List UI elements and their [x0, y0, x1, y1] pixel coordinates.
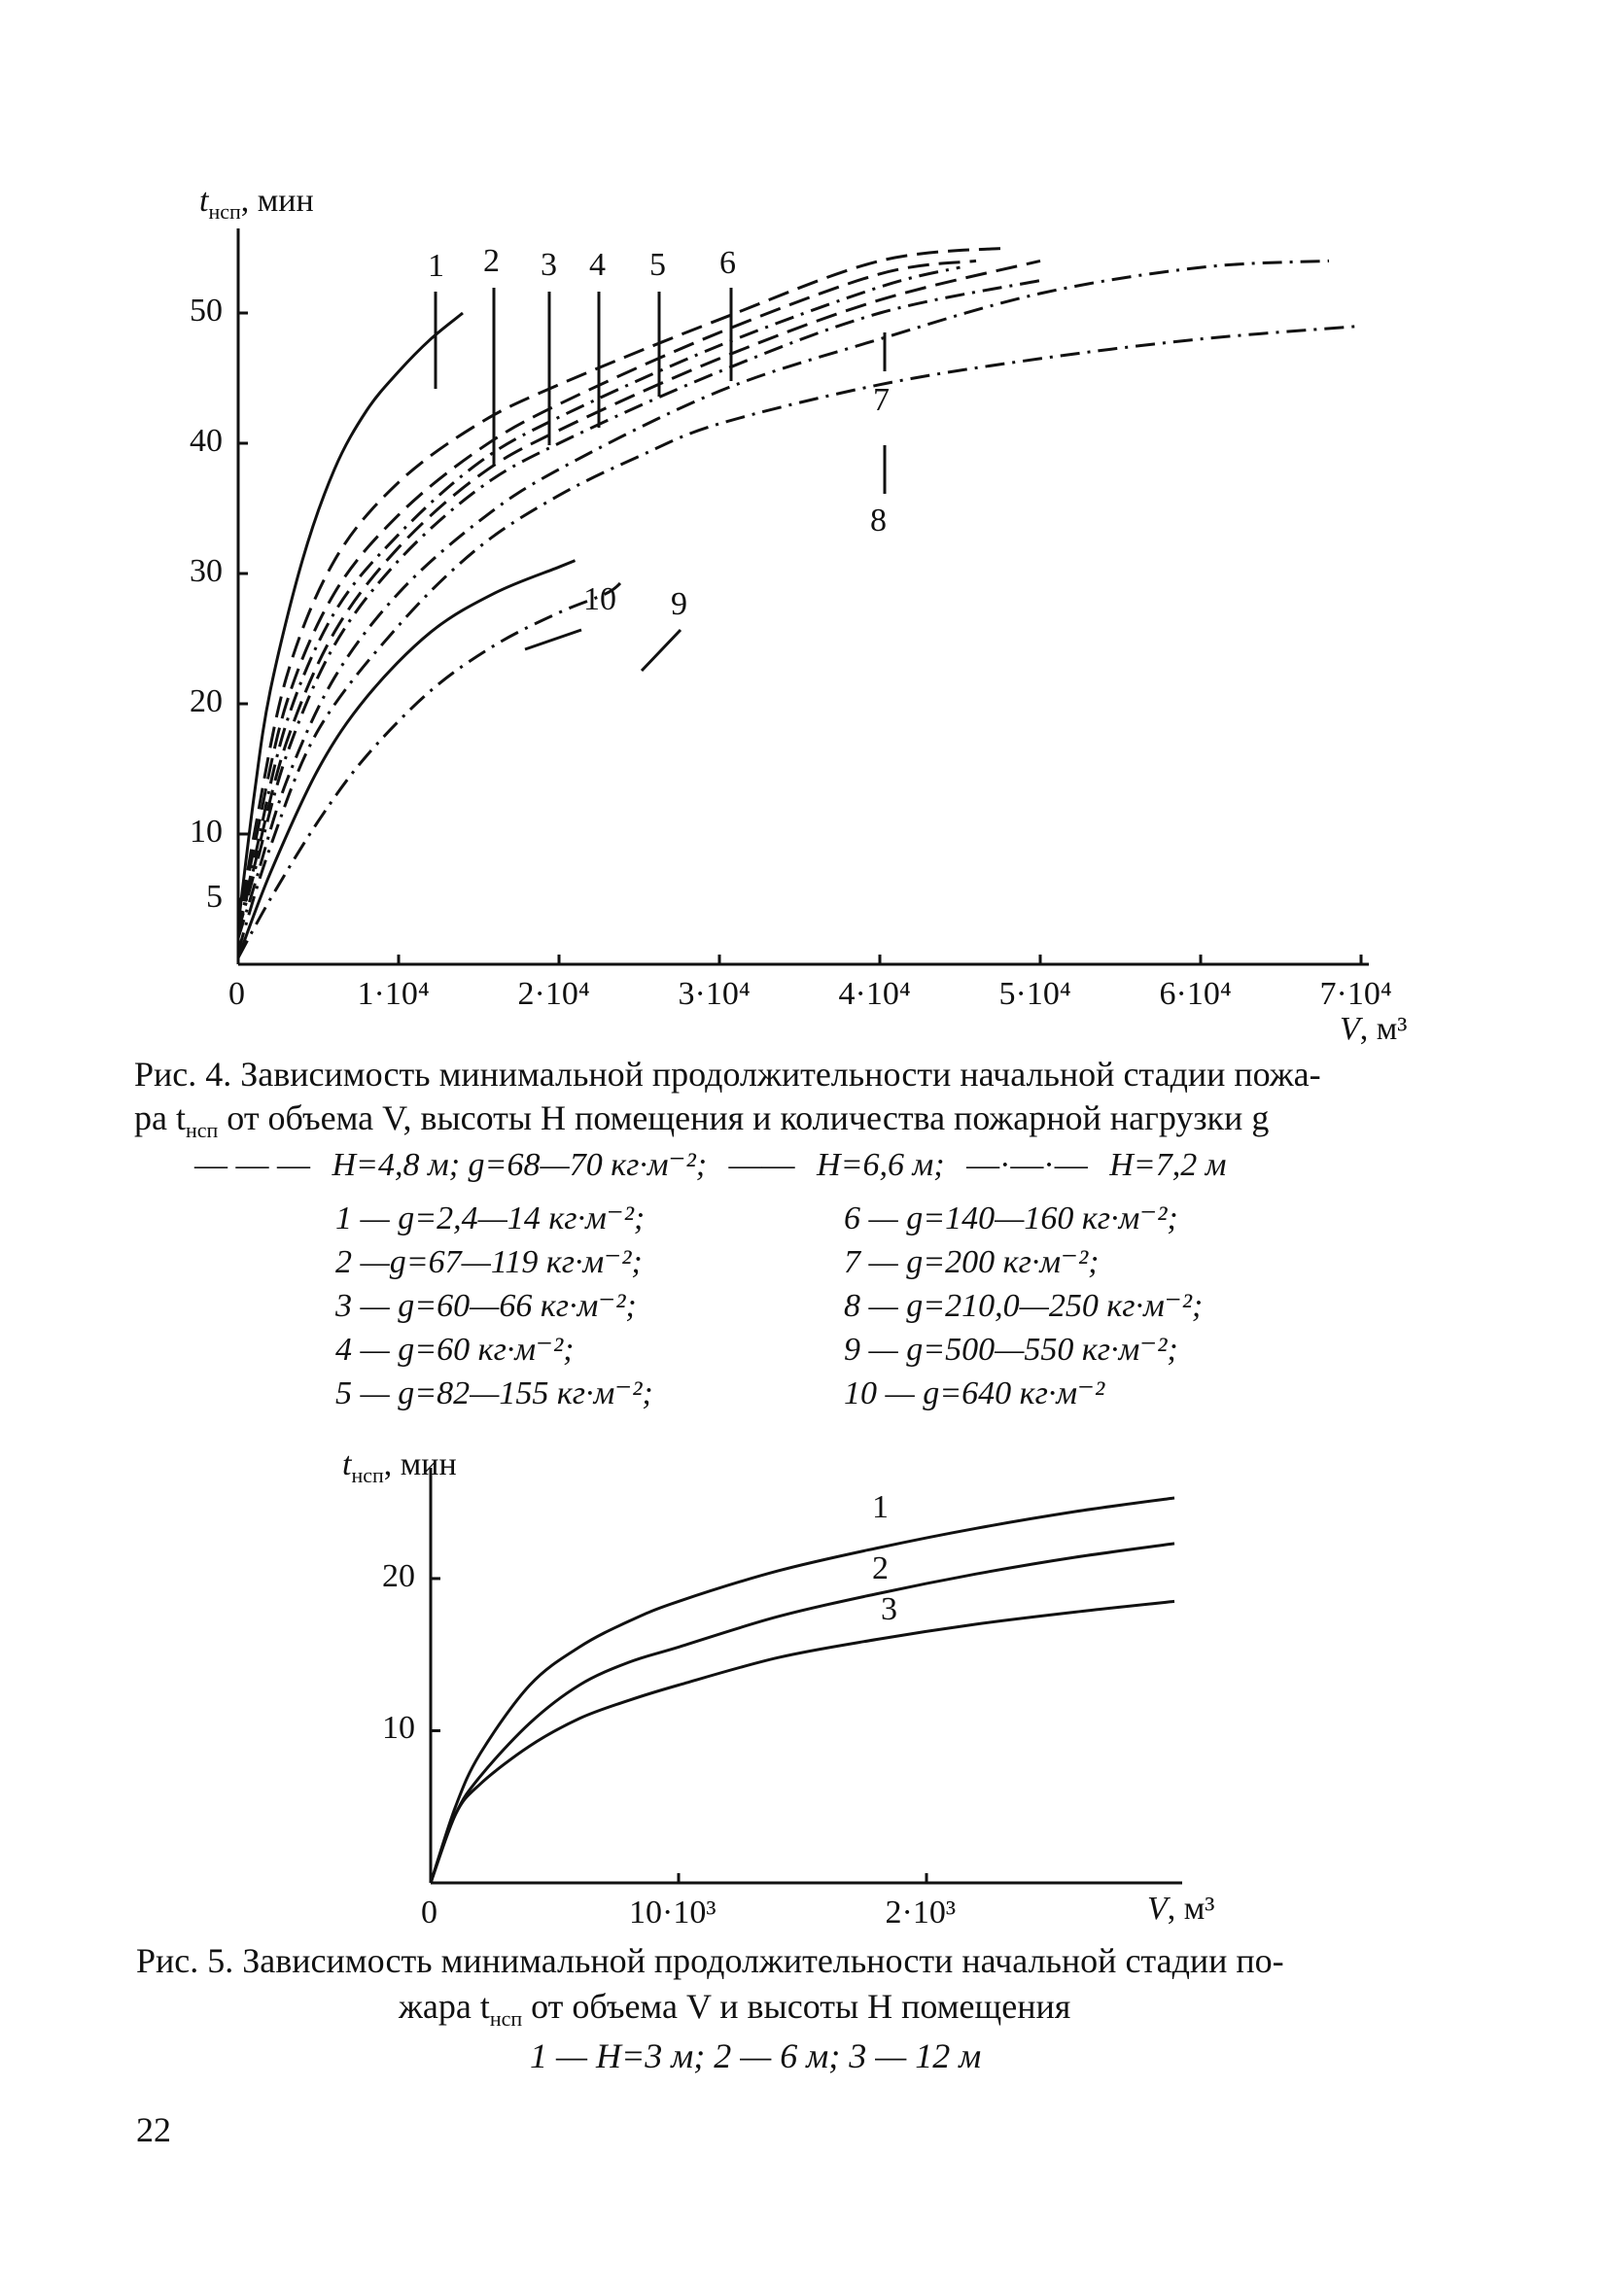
x-tick-label: 10·10³ — [629, 1895, 717, 1931]
x-tick-label: 0 — [421, 1895, 437, 1931]
y-tick-label: 10 — [382, 1710, 415, 1747]
curve-label-2: 2 — [483, 243, 500, 279]
y-tick-label: 10 — [190, 813, 223, 850]
fig4-legend-right-1: 6 — g=140—160 кг·м⁻²; — [844, 1200, 1178, 1236]
x-tick-label: 0 — [228, 976, 245, 1012]
fig4-legend-right-2: 7 — g=200 кг·м⁻²; — [844, 1244, 1100, 1280]
style-symbol-dashed: — — — — [194, 1147, 310, 1183]
series-line-2 — [238, 248, 1008, 932]
curve-label-3: 3 — [881, 1591, 897, 1627]
fig4-ylabel: $t_{нсп}$, мин — [199, 183, 314, 224]
fig4-legend-left-2: 2 —g=67—119 кг·м⁻²; — [335, 1244, 643, 1280]
x-tick-label: 7·10⁴ — [1319, 976, 1392, 1012]
style-text-solid: H=6,6 м; — [817, 1147, 945, 1183]
curve-label-4: 4 — [589, 247, 606, 283]
curve-label-6: 6 — [719, 245, 736, 281]
fig4-legend-right-3: 8 — g=210,0—250 кг·м⁻²; — [844, 1288, 1204, 1324]
series-line-2 — [431, 1544, 1174, 1883]
style-text-dashed: H=4,8 м; g=68—70 кг·м⁻²; — [332, 1147, 708, 1183]
fig4-legend-left-4: 4 — g=60 кг·м⁻²; — [335, 1332, 575, 1368]
series-line-3 — [431, 1601, 1174, 1883]
series-line-7 — [238, 261, 1329, 938]
curve-label-5: 5 — [649, 247, 666, 283]
y-tick-label: 20 — [382, 1557, 415, 1594]
fig5-ylabel: $t_{нсп}$, мин — [342, 1446, 457, 1487]
fig5-series-group — [431, 1498, 1174, 1883]
x-tick-label: 2·10³ — [885, 1895, 957, 1931]
curve-label-1: 1 — [872, 1489, 889, 1525]
fig4-caption-line1: Рис. 4. Зависимость минимальной продолжительности начальной стадии пожа- — [134, 1055, 1321, 1094]
x-tick-label: 4·10⁴ — [838, 976, 911, 1012]
x-tick-label: 2·10⁴ — [517, 976, 590, 1012]
y-tick-label: 50 — [190, 292, 223, 329]
style-symbol-solid: —— — [728, 1147, 795, 1183]
curve-label-2: 2 — [872, 1550, 889, 1586]
fig5-caption-line1: Рис. 5. Зависимость минимальной продолжительности начальной стадии по- — [136, 1941, 1284, 1980]
curve-label-10: 10 — [583, 581, 616, 617]
curve-label-1: 1 — [428, 248, 444, 284]
fig4-caption-line2: ра $t_{нсп}$ от объема V, высоты H помещения и количества пожарной нагрузки g — [134, 1098, 1270, 1143]
series-line-8 — [238, 326, 1361, 951]
fig4-chart — [0, 0, 1608, 1069]
fig4-legend-right-5: 10 — g=640 кг·м⁻² — [844, 1375, 1105, 1411]
curve-label-9: 9 — [671, 586, 687, 622]
x-tick-label: 6·10⁴ — [1159, 976, 1232, 1012]
x-tick-label: 3·10⁴ — [678, 976, 751, 1012]
page-number: 22 — [136, 2110, 171, 2149]
y-tick-label: 30 — [190, 552, 223, 589]
series-line-10 — [238, 561, 576, 958]
fig4-xlabel: V, м³ — [1340, 1011, 1408, 1047]
curve-leader-9 — [642, 630, 681, 671]
series-line-5 — [238, 261, 1040, 931]
curve-label-7: 7 — [873, 382, 890, 418]
curve-leader-10 — [525, 630, 581, 649]
series-line-1 — [431, 1498, 1174, 1883]
fig4-legend-left-5: 5 — g=82—155 кг·м⁻²; — [335, 1375, 653, 1411]
fig5-caption-line2: жара $t_{нсп}$ от объема V и высоты H помещения — [399, 1987, 1071, 2032]
fig4-legend-left-1: 1 — g=2,4—14 кг·м⁻²; — [335, 1200, 646, 1236]
fig5-legend: 1 — H=3 м; 2 — 6 м; 3 — 12 м — [530, 2036, 982, 2075]
fig4-legend-left-3: 3 — g=60—66 кг·м⁻²; — [335, 1288, 637, 1324]
x-tick-label: 1·10⁴ — [357, 976, 430, 1012]
fig5-axes — [431, 1468, 1182, 1883]
curve-label-3: 3 — [541, 247, 557, 283]
fig4-style-legend — [194, 1145, 1226, 1184]
fig4-series-group — [238, 248, 1361, 957]
style-symbol-dashdot: —·—·— — [966, 1147, 1088, 1183]
fig4-legend-right-4: 9 — g=500—550 кг·м⁻²; — [844, 1332, 1178, 1368]
y-tick-label: 5 — [206, 878, 223, 915]
style-text-dashdot: H=7,2 м — [1109, 1147, 1227, 1183]
y-tick-label: 20 — [190, 682, 223, 719]
y-tick-label: 40 — [190, 422, 223, 459]
series-line-1 — [238, 313, 463, 925]
x-tick-label: 5·10⁴ — [998, 976, 1071, 1012]
fig5-xlabel: V, м³ — [1147, 1891, 1215, 1927]
curve-label-8: 8 — [870, 503, 887, 539]
